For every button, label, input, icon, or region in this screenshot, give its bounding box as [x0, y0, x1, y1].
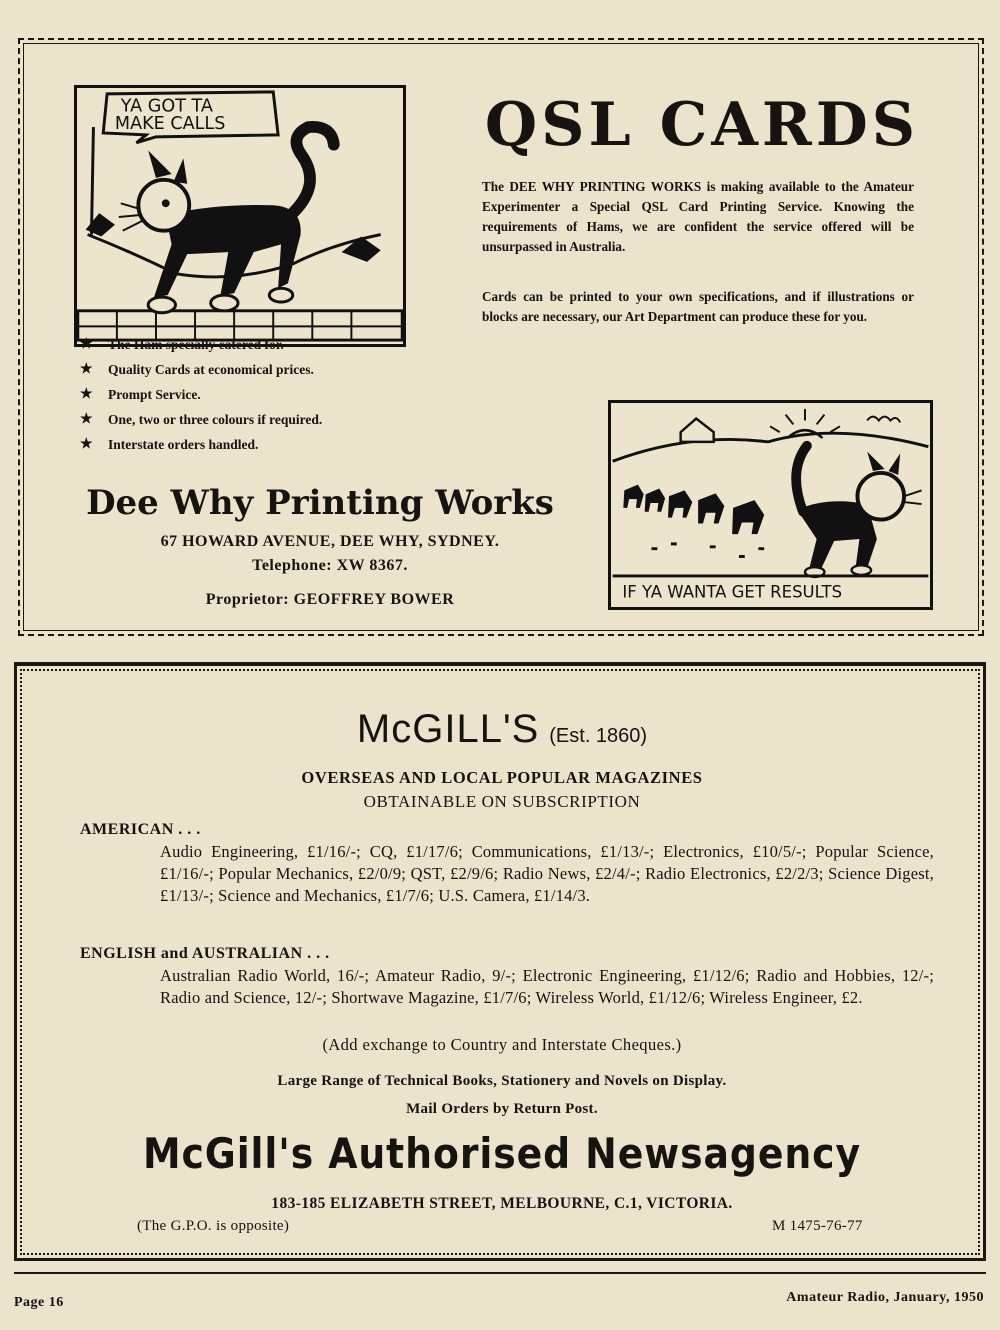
- mcgills-established: (Est. 1860): [549, 725, 648, 747]
- dee-why-company-name: Dee Why Printing Works: [86, 483, 554, 523]
- list-item: [80, 382, 322, 407]
- qsl-paragraph-2: Cards can be printed to your own specifications, and if illustrations or blocks are necessary, our Art Department can produce these for you.: [482, 289, 914, 324]
- cartoon-cats-results: [608, 400, 933, 610]
- star-icon: ★: [80, 336, 93, 352]
- mcgills-address: 183-185 ELIZABETH STREET, MELBOURNE, C.1, VICTORIA.: [271, 1195, 733, 1212]
- american-heading: AMERICAN . . .: [80, 821, 201, 838]
- mcgills-advert: [14, 663, 986, 1261]
- list-item-text: Prompt Service.: [108, 386, 201, 402]
- list-item-text: The Ham specially catered for.: [108, 336, 284, 352]
- dee-why-address: 67 HOWARD AVENUE, DEE WHY, SYDNEY.: [160, 533, 500, 550]
- english-australian-heading: ENGLISH and AUSTRALIAN . . .: [80, 945, 330, 962]
- publication-line: Amateur Radio, January, 1950: [786, 1290, 984, 1305]
- caption-line-2: MAKE CALLS: [114, 114, 226, 135]
- american-magazine-list: Audio Engineering, £1/16/-; CQ, £1/17/6; Communications, £1/13/-; Electronics, £10/5/-; Popular Science, £1/16/-; Popular Mechanics, £2/0/9; QST, £2/9/6; Radio News, £2/4/-; Radio Electronics, £2/2/3; Science Digest, £1/13/-; Science and Mechanics, £1/7/6; U.S. Camera, £1/14/3.: [160, 842, 934, 905]
- list-item-text: Quality Cards at economical prices.: [108, 361, 314, 377]
- mcgills-phone: M 1475-76-77: [772, 1218, 863, 1234]
- mcgills-company-name: McGill's Authorised Newsagency: [142, 1129, 862, 1178]
- star-icon: ★: [80, 361, 93, 377]
- range-note: Large Range of Technical Books, Stationery and Novels on Display.: [277, 1073, 727, 1089]
- list-item: [80, 407, 322, 432]
- mcgills-title: [22, 707, 982, 752]
- mcgills-advert-frame: [20, 669, 980, 1255]
- star-icon: ★: [80, 436, 93, 452]
- mail-orders-note: Mail Orders by Return Post.: [406, 1101, 598, 1117]
- caption-line-1: YA GOT TA: [120, 96, 213, 117]
- caption-results: IF YA WANTA GET RESULTS: [622, 582, 843, 602]
- cats-procession-illustration: [611, 403, 930, 607]
- dee-why-advert: [18, 38, 984, 636]
- list-item: [80, 332, 322, 357]
- cartoon-cat-making-calls: [74, 85, 406, 347]
- mcgills-subtitle-1: OVERSEAS AND LOCAL POPULAR MAGAZINES: [301, 768, 703, 787]
- list-item-text: Interstate orders handled.: [108, 436, 259, 452]
- footer-rule: [14, 1272, 986, 1274]
- qsl-paragraph-1: The DEE WHY PRINTING WORKS is making available to the Amateur Experimenter a Special QSL Card Printing Service. Knowing the requirements of Hams, we are confident the service offered will be unsurpassed in Australia.: [482, 179, 914, 254]
- english-australian-magazine-list: Australian Radio World, 16/-; Amateur Radio, 9/-; Electronic Engineering, £1/12/6; Radio and Hobbies, 12/-; Radio and Science, 12/-; Shortwave Magazine, £1/7/6; Wireless World, £1/12/6; Wireless Engineer, £2.: [160, 966, 934, 1007]
- feature-list: [80, 332, 322, 457]
- mcgills-subtitle-2: OBTAINABLE ON SUBSCRIPTION: [363, 792, 641, 811]
- qsl-cards-title: QSL CARDS: [484, 90, 920, 160]
- exchange-note: (Add exchange to Country and Interstate Cheques.): [322, 1035, 682, 1054]
- page-number: Page 16: [14, 1295, 64, 1310]
- gpo-note: (The G.P.O. is opposite): [137, 1218, 290, 1234]
- list-item: [80, 357, 322, 382]
- star-icon: ★: [80, 411, 93, 427]
- dee-why-proprietor: Proprietor: GEOFFREY BOWER: [205, 591, 455, 608]
- cat-walking-illustration: [77, 88, 403, 344]
- dee-why-telephone: Telephone: XW 8367.: [252, 557, 408, 574]
- mcgills-name: McGILL'S: [356, 707, 540, 751]
- star-icon: ★: [80, 386, 93, 402]
- list-item-text: One, two or three colours if required.: [108, 411, 323, 427]
- list-item: [80, 432, 322, 457]
